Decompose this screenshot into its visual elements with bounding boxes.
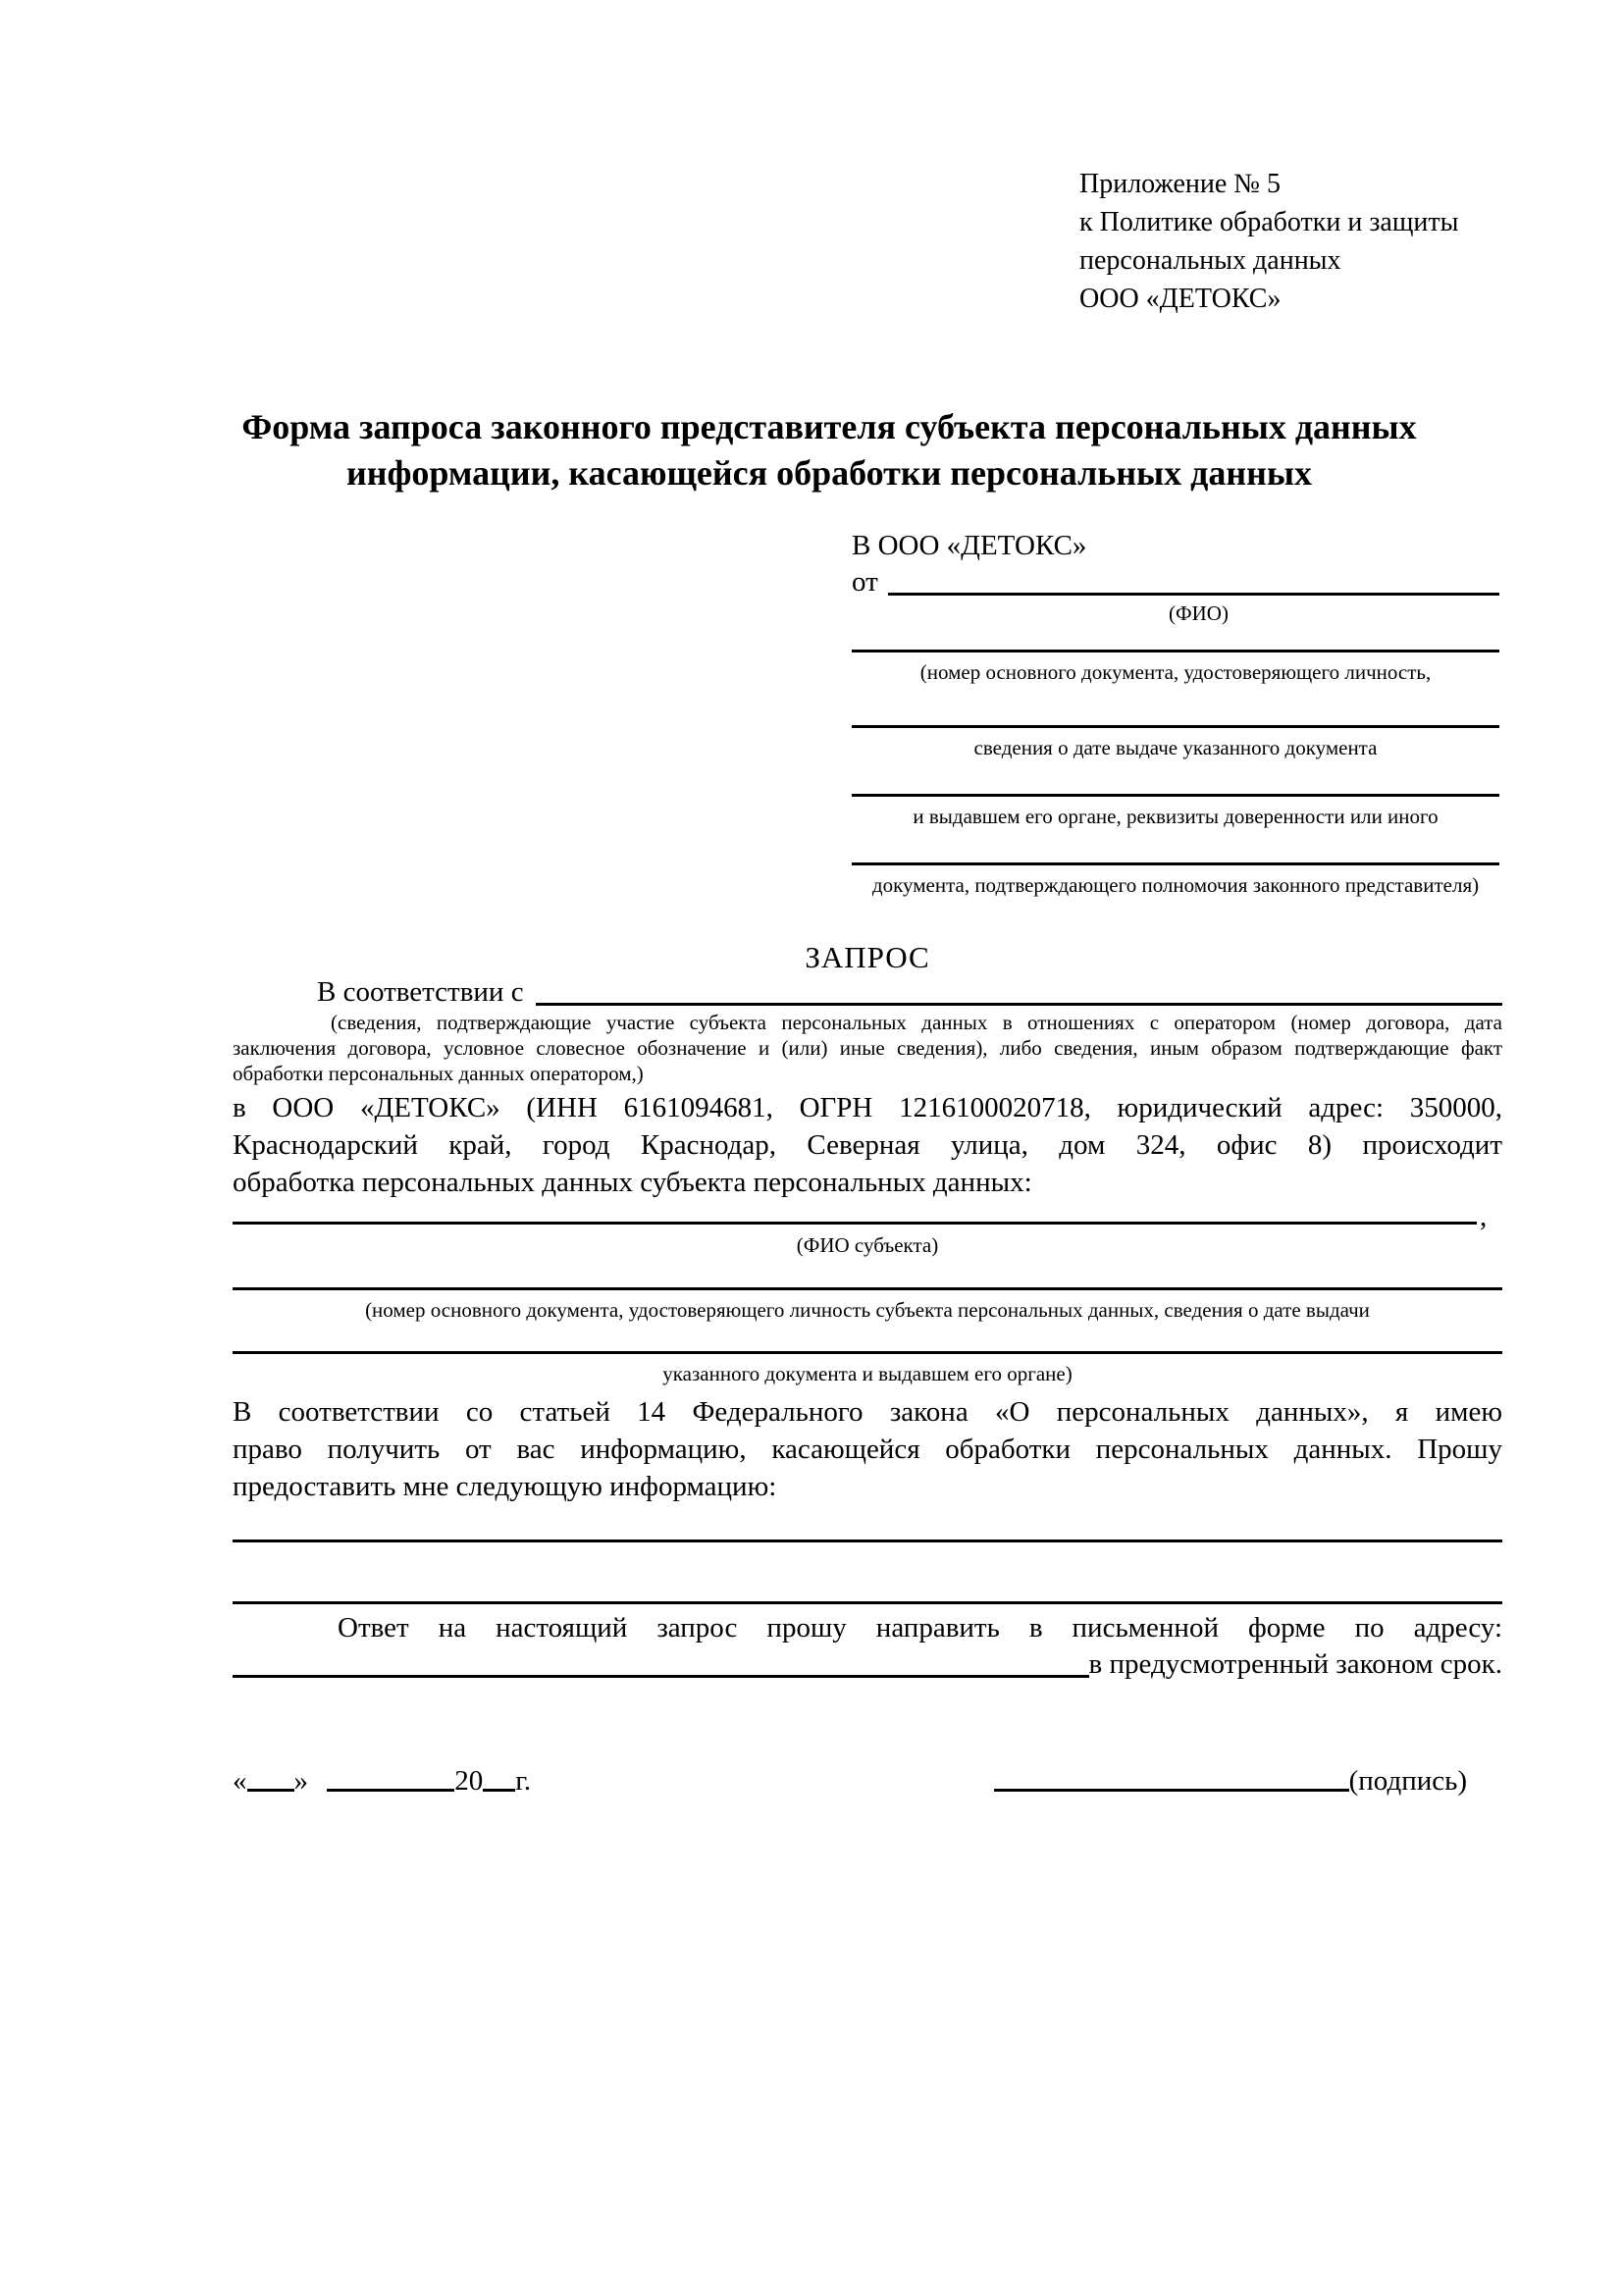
fill-in-line-address [233, 1646, 1089, 1678]
document-caption: сведения о дате выдаче указанного документа [973, 736, 1378, 759]
fill-in-line-information-2 [233, 1601, 1502, 1604]
document-title-line: информации, касающейся обработки персональных данных [346, 453, 1312, 493]
fill-in-line-representative-fio [888, 564, 1499, 596]
accordance-caption-line: (сведения, подтверждающие участие субъекта персональных данных в отношениях с оператором (номер договора, дата [331, 1011, 1502, 1034]
subject-fio-caption: (ФИО субъекта) [796, 1233, 939, 1257]
document-title-line: Форма запроса законного представителя субъекта персональных данных [241, 407, 1417, 446]
trailing-comma: , [1480, 1201, 1488, 1232]
answer-paragraph-line: Ответ на настоящий запрос прошу направить в письменной форме по адресу: [338, 1612, 1502, 1644]
operator-paragraph [233, 1089, 1502, 1201]
signature-group [994, 1763, 1467, 1800]
operator-paragraph-line: Краснодарский край, город Краснодар, Северная улица, дом 324, офис 8) происходит [233, 1129, 1502, 1161]
date-line [233, 1763, 531, 1800]
from-label: от [852, 566, 878, 598]
fill-in-line-subject-document [233, 1287, 1502, 1290]
addressee-organization: В ООО «ДЕТОКС» [852, 530, 1087, 561]
answer-address-row [233, 1646, 1502, 1683]
fill-in-line-subject-fio [233, 1222, 1477, 1225]
fill-in-line-year [483, 1763, 515, 1792]
law-paragraph [233, 1393, 1502, 1505]
subject-document-caption: (номер основного документа, удостоверяющего личность субъекта персональных данных, сведения о дате выдачи [365, 1298, 1370, 1322]
accordance-caption [233, 1010, 1502, 1086]
request-heading: ЗАПРОС [805, 940, 930, 974]
accordance-label: В соответствии с [317, 976, 524, 1008]
from-row [852, 564, 1499, 600]
annex-header-line: Приложение № 5 [1079, 169, 1281, 199]
date-quote-open: « [233, 1765, 247, 1797]
fill-in-line-accordance [536, 974, 1502, 1006]
law-paragraph-line: право получить от вас информацию, касающейся обработки персональных данных. Прошу [233, 1434, 1502, 1465]
accordance-caption-line: обработки персональных данных оператором,) [233, 1062, 644, 1085]
operator-paragraph-line: обработка персональных данных субъекта персональных данных: [233, 1167, 1032, 1198]
answer-tail: в предусмотренный законом срок. [1088, 1648, 1502, 1680]
fio-caption: (ФИО) [1169, 601, 1229, 625]
annex-header-line: к Политике обработки и защиты [1079, 207, 1459, 237]
document-caption: документа, подтверждающего полномочия законного представителя) [871, 873, 1480, 897]
fill-in-line-issuing-authority [852, 794, 1499, 797]
fill-in-line-information-1 [233, 1539, 1502, 1542]
fill-in-line-authority-document [852, 862, 1499, 865]
date-year-suffix: г. [515, 1765, 532, 1797]
document-caption: (номер основного документа, удостоверяющего личность, [919, 660, 1432, 684]
date-signature-row [233, 1763, 1502, 1800]
fill-in-line-signature [994, 1763, 1349, 1792]
annex-header-line: ООО «ДЕТОКС» [1079, 284, 1282, 314]
document-title [157, 404, 1501, 496]
subject-authority-caption: указанного документа и выдавшем его органе) [662, 1362, 1073, 1385]
fill-in-line-day [247, 1763, 294, 1792]
date-quote-close: » [293, 1765, 308, 1797]
accordance-row [233, 974, 1502, 1011]
fill-in-line-subject-authority [233, 1351, 1502, 1354]
operator-paragraph-line: в ООО «ДЕТОКС» (ИНН 6161094681, ОГРН 1216100020718, юридический адрес: 350000, [233, 1092, 1502, 1123]
fill-in-line-issue-date [852, 725, 1499, 728]
annex-header [1079, 165, 1458, 318]
law-paragraph-line: предоставить мне следующую информацию: [233, 1471, 777, 1502]
date-year: 20 [454, 1765, 484, 1797]
accordance-caption-line: заключения договора, условное словесное обозначение и (или) иные сведения), либо сведения, иным образом подтверждающие факт [233, 1036, 1502, 1060]
annex-header-line: персональных данных [1079, 245, 1341, 276]
signature-caption: (подпись) [1348, 1765, 1467, 1797]
law-paragraph-line: В соответствии со статьей 14 Федерального закона «О персональных данных», я имею [233, 1396, 1502, 1428]
fill-in-line-document-number [852, 650, 1499, 652]
document-caption: и выдавшем его органе, реквизиты доверенности или иного [913, 805, 1439, 828]
fill-in-line-month [327, 1763, 454, 1792]
